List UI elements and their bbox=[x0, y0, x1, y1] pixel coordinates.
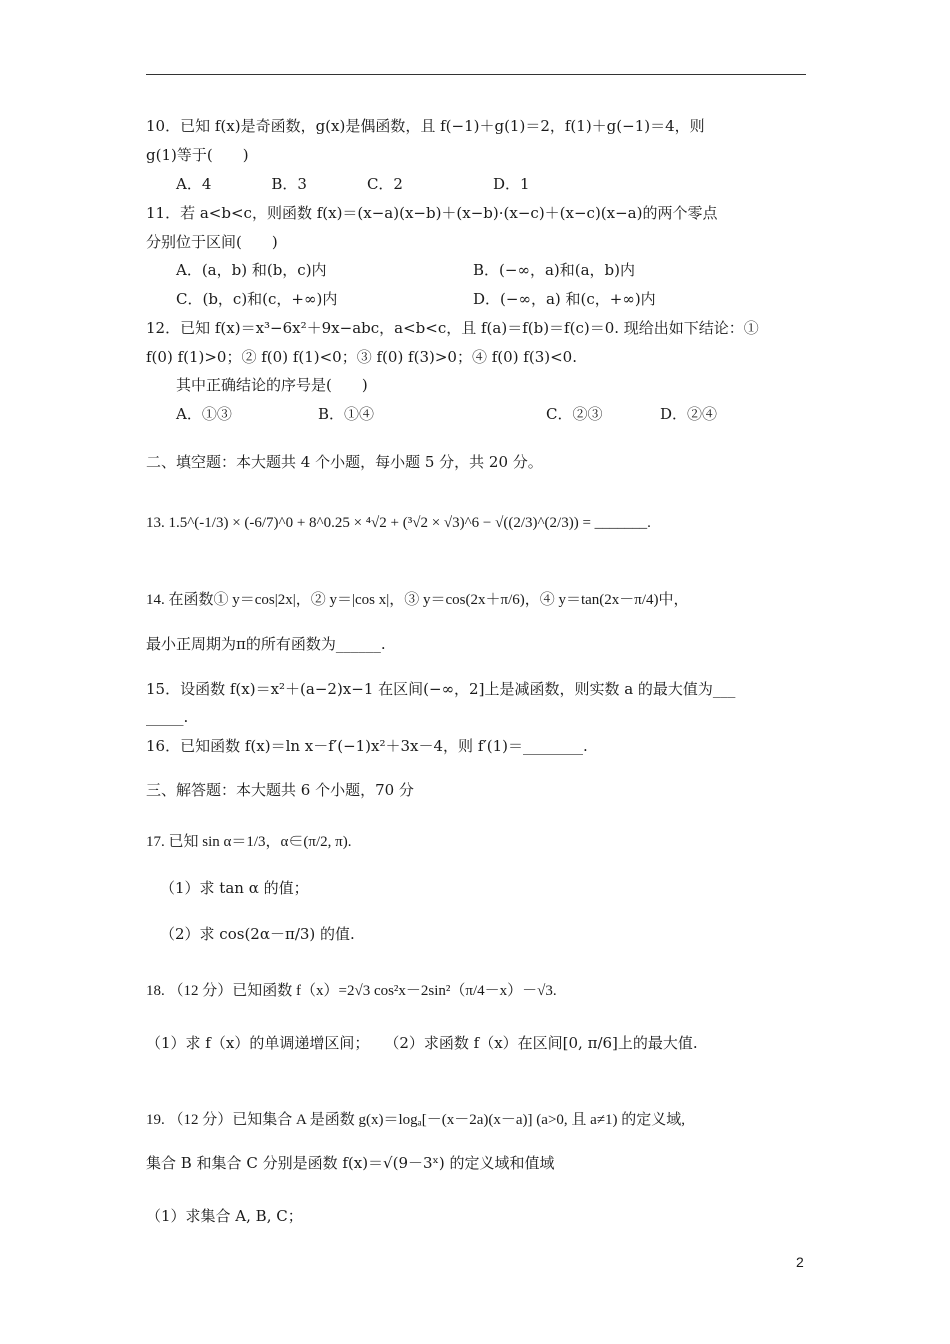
q19-line2: 集合 B 和集合 C 分别是函数 f(x)＝√(9－3ˣ) 的定义域和值域 bbox=[146, 1154, 555, 1172]
q12-option-d: D．②④ bbox=[660, 405, 718, 423]
q18-parts: （1）求 f（x）的单调递增区间； （2）求函数 f（x）在区间[0, π/6]上的最大值. bbox=[146, 1034, 698, 1052]
q13-expression: 13. 1.5^(-1/3) × (-6/7)^0 + 8^0.25 × ⁴√2 + (³√2 × √3)^6 − √((2/3)^(2/3)) = _______. bbox=[146, 515, 651, 531]
q11-line2: 分别位于区间( ) bbox=[146, 233, 278, 251]
q14-line2: 最小正周期为π的所有函数为______. bbox=[146, 635, 386, 653]
q10-line2: g(1)等于( ) bbox=[146, 146, 249, 164]
q12-option-c: C．②③ bbox=[546, 405, 603, 423]
q17-part1: （1）求 tan α 的值； bbox=[160, 879, 309, 897]
q12-option-a: A．①③ bbox=[176, 405, 232, 423]
q17-part2: （2）求 cos(2α－π/3) 的值. bbox=[160, 925, 355, 943]
q18-line: 18. （12 分）已知函数 f（x）=2√3 cos²x－2sin²（π/4－x）－√3. bbox=[146, 983, 557, 999]
q10-options: A．4 B．3 C．2 D．1 bbox=[176, 175, 530, 193]
section-answer-heading: 三、解答题：本大题共 6 个小题，70 分 bbox=[146, 781, 414, 799]
q12-line2: f(0) f(1)>0；② f(0) f(1)<0；③ f(0) f(3)>0；④ f(0) f(3)<0. bbox=[146, 348, 577, 366]
q11-line1: 11．若 a<b<c，则函数 f(x)＝(x−a)(x−b)＋(x−b)·(x−c)＋(x−c)(x−a)的两个零点 bbox=[146, 204, 718, 222]
q15-line1: 15．设函数 f(x)＝x²＋(a−2)x−1 在区间(−∞，2]上是减函数，则实数 a 的最大值为___ bbox=[146, 680, 736, 698]
q12-line1: 12．已知 f(x)＝x³−6x²＋9x−abc，a<b<c，且 f(a)＝f(b)＝f(c)＝0. 现给出如下结论：① bbox=[146, 319, 759, 337]
q15-line2: _____. bbox=[146, 708, 189, 726]
q11-option-c: C．(b，c)和(c，+∞)内 bbox=[176, 290, 338, 308]
q12-line3: 其中正确结论的序号是( ) bbox=[176, 376, 368, 394]
q12-option-b: B．①④ bbox=[318, 405, 375, 423]
q11-option-d: D．(−∞，a) 和(c，+∞)内 bbox=[473, 290, 656, 308]
q14-line1: 14. 在函数① y＝cos|2x|，② y＝|cos x|，③ y＝cos(2x＋π/6)，④ y＝tan(2x－π/4)中， bbox=[146, 592, 689, 608]
q16-line: 16．已知函数 f(x)＝ln x－f′(−1)x²＋3x－4，则 f′(1)＝________. bbox=[146, 737, 588, 755]
q17-line: 17. 已知 sin α＝1/3，α∈(π/2, π). bbox=[146, 834, 352, 850]
page-number: 2 bbox=[796, 1254, 804, 1270]
q10-line1: 10．已知 f(x)是奇函数，g(x)是偶函数，且 f(−1)＋g(1)＝2，f(1)＋g(−1)＝4，则 bbox=[146, 117, 705, 135]
q19-part1: （1）求集合 A, B, C； bbox=[146, 1207, 303, 1225]
header-rule bbox=[146, 74, 806, 75]
q19-line1: 19. （12 分）已知集合 A 是函数 g(x)＝logₐ[－(x－2a)(x－a)] (a>0, 且 a≠1) 的定义域, bbox=[146, 1112, 686, 1128]
q11-option-b: B．(−∞，a)和(a，b)内 bbox=[473, 261, 635, 279]
q11-option-a: A．(a，b) 和(b，c)内 bbox=[176, 261, 327, 279]
section-fill-in-heading: 二、填空题：本大题共 4 个小题，每小题 5 分，共 20 分。 bbox=[146, 453, 543, 471]
